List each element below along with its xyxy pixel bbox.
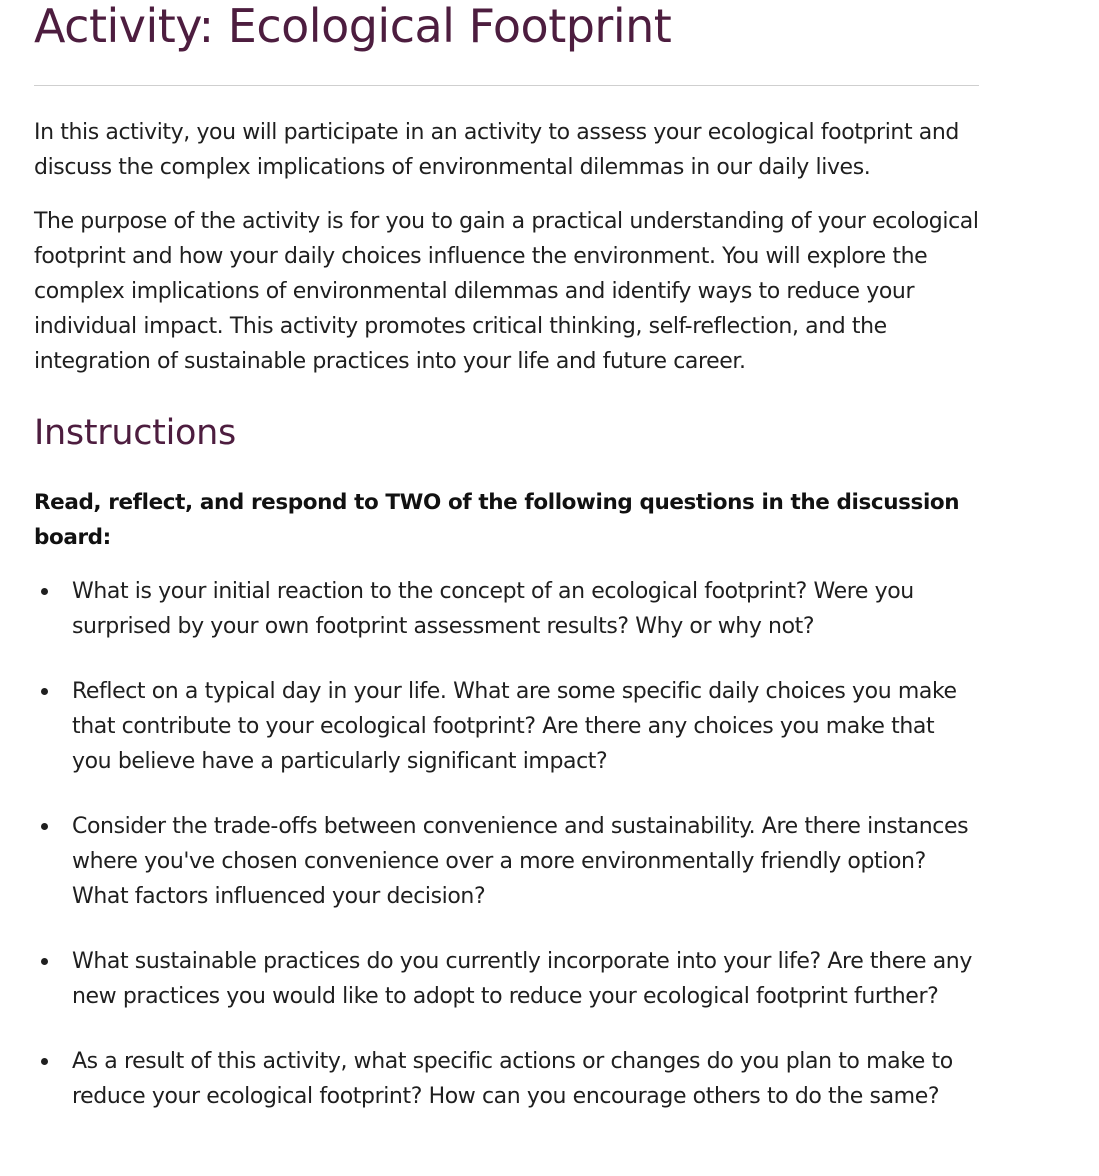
question-list (34, 574, 979, 1114)
question-text: Reflect on a typical day in your life. What are some specific daily choices you make that contribute to your ecological footprint? Are there any choices you make that you believe have a particularly significant impact? (72, 679, 957, 774)
instructions-lead: Read, reflect, and respond to TWO of the following questions in the discussion board: (34, 490, 960, 550)
bullet-icon (41, 958, 48, 965)
bullet-icon (41, 688, 48, 695)
list-item (34, 944, 979, 1014)
list-item (34, 1044, 979, 1114)
page-title: Activity: Ecological Footprint (34, 0, 672, 53)
question-text: As a result of this activity, what specific actions or changes do you plan to make to reduce your ecological footprint? How can you encourage others to do the same? (72, 1049, 953, 1109)
main-content (34, 0, 979, 1144)
instructions-heading: Instructions (34, 413, 236, 453)
list-item (34, 574, 979, 644)
bullet-icon (41, 588, 48, 595)
bullet-icon (41, 1058, 48, 1065)
intro-paragraph-2: The purpose of the activity is for you to gain a practical understanding of your ecological footprint and how your daily choices influence the environment. You will explore the complex implications of environmental dilemmas and identify ways to reduce your individual impact. This activity promotes critical thinking, self-reflection, and the integration of sustainable practices into your life and future career. (34, 209, 979, 374)
list-item (34, 809, 979, 914)
question-text: What sustainable practices do you currently incorporate into your life? Are there any new practices you would like to adopt to reduce your ecological footprint further? (72, 949, 972, 1009)
bullet-icon (41, 823, 48, 830)
question-text: Consider the trade-offs between convenience and sustainability. Are there instances where you've chosen convenience over a more environmentally friendly option? What factors influenced your decision? (72, 814, 969, 909)
list-item (34, 674, 979, 779)
title-divider (34, 85, 979, 86)
intro-paragraph-1: In this activity, you will participate in an activity to assess your ecological footprint and discuss the complex implications of environmental dilemmas in our daily lives. (34, 120, 959, 180)
question-text: What is your initial reaction to the concept of an ecological footprint? Were you surprised by your own footprint assessment results? Why or why not? (72, 579, 914, 639)
